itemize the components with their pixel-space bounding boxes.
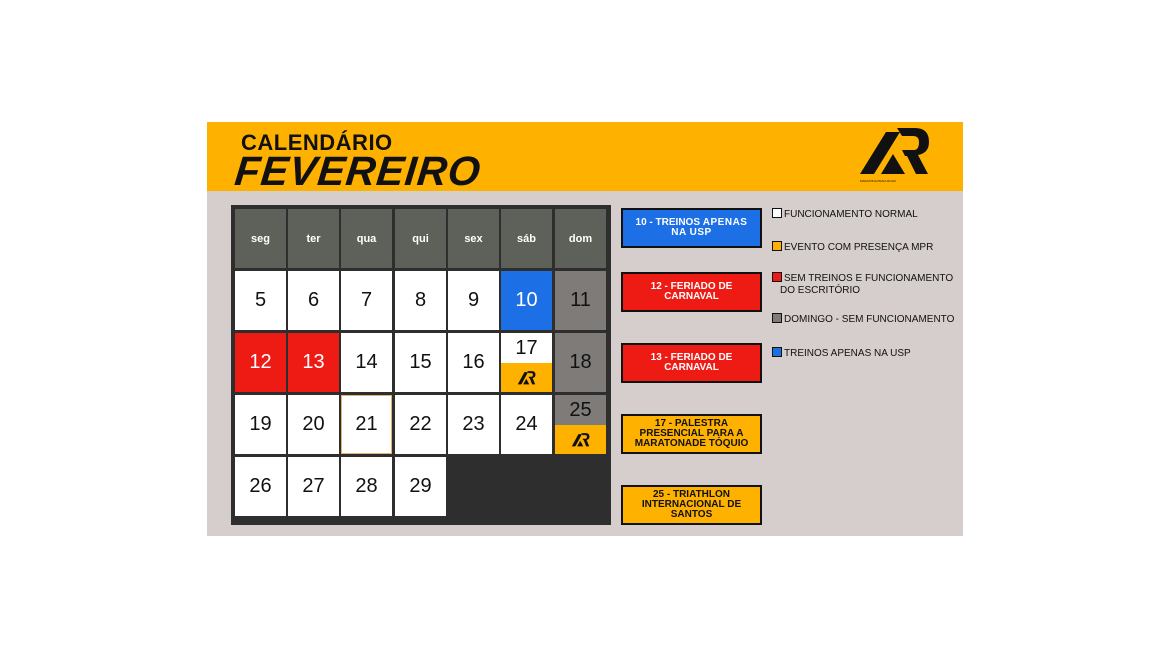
mpr-logo-icon <box>571 432 591 448</box>
day-21: 21 <box>341 395 392 454</box>
day-22: 22 <box>395 395 446 454</box>
event-box-25: 25 - TRIATHLON INTERNACIONAL DE SANTOS <box>621 485 762 525</box>
weekday-sex: sex <box>448 209 499 268</box>
day-19: 19 <box>235 395 286 454</box>
legend-item-normal: FUNCIONAMENTO NORMAL <box>772 208 957 221</box>
day-25: 25 <box>569 398 592 421</box>
calendar-card <box>207 122 963 536</box>
day-27: 27 <box>288 457 339 516</box>
day-25-cell <box>555 395 606 454</box>
day-17: 17 <box>515 336 538 359</box>
weekday-seg: seg <box>235 209 286 268</box>
title-month: FEVEREIRO <box>232 148 484 194</box>
day-6: 6 <box>288 271 339 330</box>
day-11: 11 <box>555 271 606 330</box>
day-24: 24 <box>501 395 552 454</box>
header-banner <box>207 122 963 194</box>
day-5: 5 <box>235 271 286 330</box>
mpr-logo-icon <box>772 241 782 251</box>
day-12: 12 <box>235 333 286 392</box>
day-8: 8 <box>395 271 446 330</box>
weekday-qua: qua <box>341 209 392 268</box>
day-7: 7 <box>341 271 392 330</box>
day-29: 29 <box>395 457 446 516</box>
day-10: 10 <box>501 271 552 330</box>
event-marker <box>501 363 552 392</box>
weekday-sab: sáb <box>501 209 552 268</box>
calendar-grid <box>231 205 611 525</box>
blue-square-icon <box>772 347 782 357</box>
day-23: 23 <box>448 395 499 454</box>
weekday-dom: dom <box>555 209 606 268</box>
red-square-icon <box>772 272 782 282</box>
day-15: 15 <box>395 333 446 392</box>
mpr-logo <box>857 124 935 186</box>
legend-item-usp: TREINOS APENAS NA USP <box>772 347 957 360</box>
event-box-13: 13 - FERIADO DE CARNAVAL <box>621 343 762 383</box>
logo-tagline: MARATONA PRAIA ROAD <box>860 179 896 183</box>
day-13: 13 <box>288 333 339 392</box>
grey-square-icon <box>772 313 782 323</box>
day-28: 28 <box>341 457 392 516</box>
day-16: 16 <box>448 333 499 392</box>
legend-item-sunday: DOMINGO - SEM FUNCIONAMENTO <box>772 313 957 326</box>
event-text: 10 - TREINOS APENAS NA USP <box>635 217 748 238</box>
white-square-icon <box>772 208 782 218</box>
title-calendario: CALENDÁRIO <box>241 130 393 155</box>
mpr-logo-icon <box>517 370 537 386</box>
day-14: 14 <box>341 333 392 392</box>
day-9: 9 <box>448 271 499 330</box>
event-box-17: 17 - PALESTRA PRESENCIAL PARA A MARATONADE TÓQUIO <box>621 414 762 454</box>
day-18: 18 <box>555 333 606 392</box>
weekday-qui: qui <box>395 209 446 268</box>
day-17-cell <box>501 333 552 392</box>
legend-item-mpr: EVENTO COM PRESENÇA MPR <box>772 241 957 254</box>
mpr-logo-icon <box>857 124 935 186</box>
event-box-12: 12 - FERIADO DE CARNAVAL <box>621 272 762 312</box>
day-20: 20 <box>288 395 339 454</box>
legend-item-holiday: SEM TREINOS E FUNCIONAMENTO DO ESCRITÓRIO <box>772 272 957 297</box>
event-box-10 <box>621 208 762 248</box>
weekday-ter: ter <box>288 209 339 268</box>
event-marker <box>555 425 606 454</box>
day-26: 26 <box>235 457 286 516</box>
